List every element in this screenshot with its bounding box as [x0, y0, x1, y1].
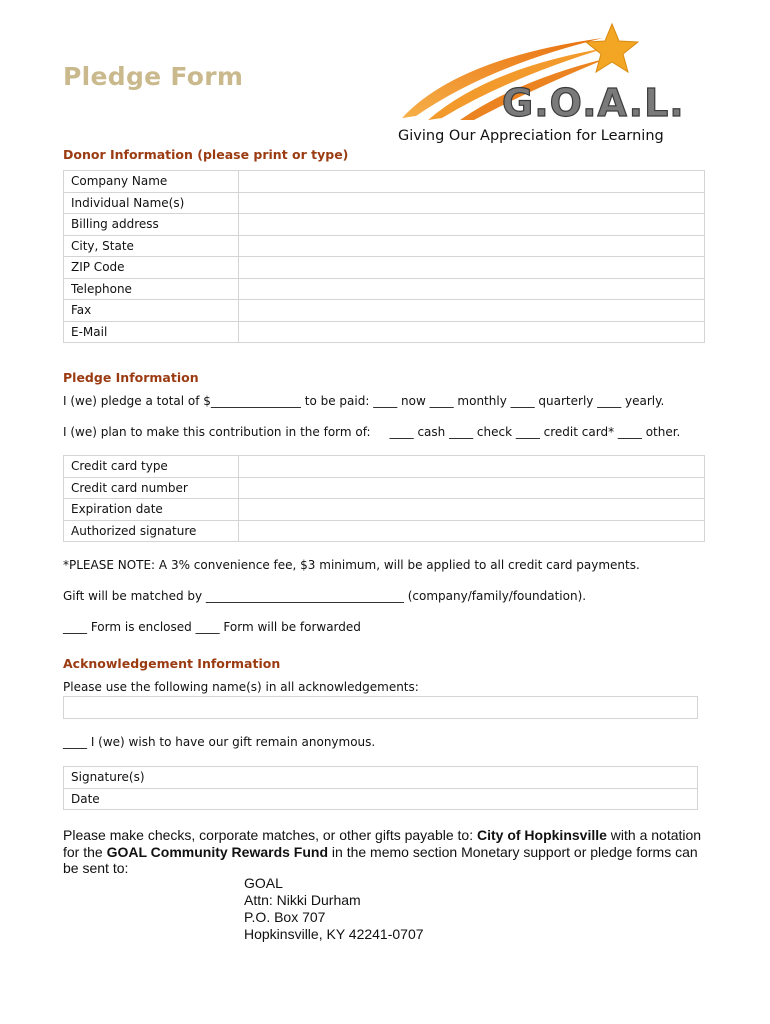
table-row [64, 477, 705, 499]
logo-text: G.O.A.L. [502, 81, 685, 125]
field-label: Authorized signature [64, 520, 239, 542]
goal-logo [398, 18, 688, 126]
mailing-address [244, 875, 424, 943]
table-row [64, 788, 698, 810]
fax-input[interactable] [239, 300, 705, 322]
payment-instructions [63, 827, 713, 877]
city-state-input[interactable] [239, 235, 705, 257]
page-title: Pledge Form [63, 62, 244, 91]
pledge-total-line: I (we) pledge a total of $_______________ to be paid: ____ now ____ monthly ____ quarterly ____ yearly. [63, 394, 665, 408]
donor-table [63, 170, 705, 343]
table-row [64, 171, 705, 193]
ack-names-input[interactable] [64, 697, 698, 719]
credit-card-table [63, 455, 705, 542]
form-enclosed-line: ____ Form is enclosed ____ Form will be forwarded [63, 620, 361, 634]
table-row [64, 300, 705, 322]
field-label: Expiration date [64, 499, 239, 521]
fee-note: *PLEASE NOTE: A 3% convenience fee, $3 minimum, will be applied to all credit card payments. [63, 558, 640, 572]
ack-name-table [63, 696, 698, 719]
shooting-star-icon [398, 18, 688, 126]
zip-code-input[interactable] [239, 257, 705, 279]
address-line: GOAL [244, 875, 283, 891]
tagline: Giving Our Appreciation for Learning [398, 128, 664, 144]
billing-address-input[interactable] [239, 214, 705, 236]
field-label: Credit card number [64, 477, 239, 499]
field-label: Fax [64, 300, 239, 322]
table-row [64, 697, 698, 719]
field-label: City, State [64, 235, 239, 257]
field-label: Telephone [64, 278, 239, 300]
table-row [64, 214, 705, 236]
table-row [64, 321, 705, 343]
footer-text: in the memo section Monetary support or pledge forms can be sent to: [63, 843, 698, 876]
individual-names-input[interactable] [239, 192, 705, 214]
table-row [64, 278, 705, 300]
field-label: Individual Name(s) [64, 192, 239, 214]
authorized-signature-input[interactable] [239, 520, 705, 542]
contribution-form-line: I (we) plan to make this contribution in the form of: ____ cash ____ check ____ credit card* ____ other. [63, 425, 681, 439]
table-row [64, 192, 705, 214]
table-row [64, 456, 705, 478]
signature-table [63, 766, 698, 810]
address-line: P.O. Box 707 [244, 909, 326, 925]
expiration-date-input[interactable] [239, 499, 705, 521]
signature-field[interactable]: Signature(s) [64, 767, 698, 789]
field-label: E-Mail [64, 321, 239, 343]
address-line: Hopkinsville, KY 42241-0707 [244, 926, 424, 942]
pledge-heading: Pledge Information [63, 370, 199, 385]
field-label: Company Name [64, 171, 239, 193]
email-input[interactable] [239, 321, 705, 343]
ack-instruction: Please use the following name(s) in all acknowledgements: [63, 680, 419, 694]
address-line: Attn: Nikki Durham [244, 892, 361, 908]
donor-heading: Donor Information (please print or type) [63, 147, 349, 162]
card-number-input[interactable] [239, 477, 705, 499]
gift-match-line: Gift will be matched by _________________________________ (company/family/foundation). [63, 589, 587, 603]
table-row [64, 235, 705, 257]
table-row [64, 257, 705, 279]
field-label: ZIP Code [64, 257, 239, 279]
ack-heading: Acknowledgement Information [63, 656, 281, 671]
company-name-input[interactable] [239, 171, 705, 193]
date-field[interactable]: Date [64, 788, 698, 810]
field-label: Credit card type [64, 456, 239, 478]
footer-text: with a notation for the [63, 827, 702, 860]
card-type-input[interactable] [239, 456, 705, 478]
fund-name: GOAL Community Rewards Fund [106, 843, 329, 860]
telephone-input[interactable] [239, 278, 705, 300]
anonymous-line: ____ I (we) wish to have our gift remain anonymous. [63, 735, 376, 749]
table-row [64, 499, 705, 521]
table-row [64, 767, 698, 789]
footer-text: Please make checks, corporate matches, or other gifts payable to: [63, 827, 477, 843]
table-row [64, 520, 705, 542]
payee-name: City of Hopkinsville [476, 827, 607, 843]
field-label: Billing address [64, 214, 239, 236]
